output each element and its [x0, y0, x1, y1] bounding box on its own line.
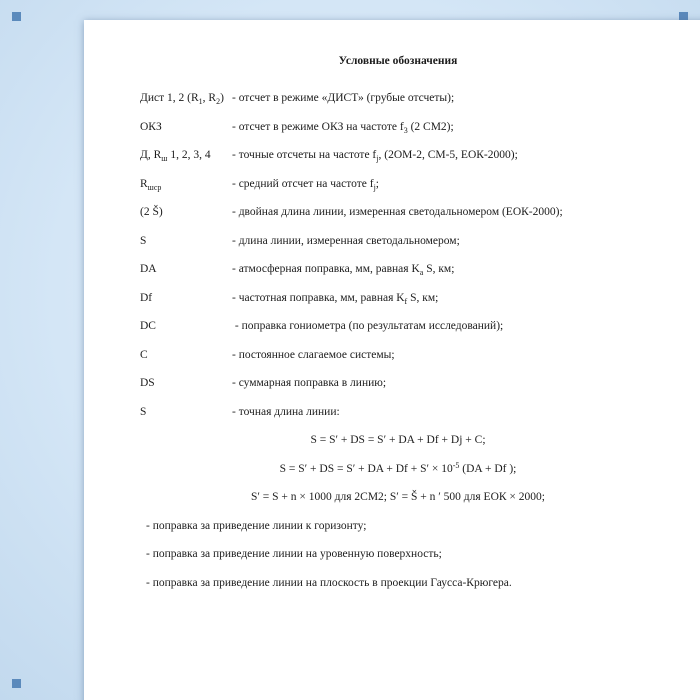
definition-description: - точная длина линии: — [232, 405, 340, 418]
definition-term: DC — [140, 320, 156, 332]
definition-row — [140, 292, 672, 321]
definition-description: - средний отсчет на частоте $f_j$; — [232, 177, 379, 192]
equation-line: S = S′ + DS = S′ + DA + Df + Dj + C; — [310, 434, 486, 446]
equation-line: S′ = S + n × 1000 для 2СМ2; S′ = Š + n ′ 500 для ЕОК × 2000; — [251, 491, 545, 503]
definition-row — [140, 121, 672, 150]
definition-row — [140, 406, 672, 435]
definition-term: Df — [140, 291, 153, 304]
definition-description: - отсчет в режиме ОКЗ на частоте $f_3$ (2 СМ2); — [232, 120, 454, 135]
corner-marker-top-left — [12, 12, 21, 21]
note-line: - поправка за приведение линии на уровенную поверхность; — [146, 548, 442, 560]
definition-description: - постоянное слагаемое системы; — [232, 348, 395, 361]
definition-row — [140, 263, 672, 292]
definition-description: - двойная длина линии, измеренная светодальномером (ЕОК-2000); — [232, 206, 563, 218]
corner-marker-bottom-left — [12, 679, 21, 688]
definition-row — [140, 235, 672, 264]
definition-description: - поправка гониометра (по результатам исследований); — [232, 320, 504, 332]
definition-description: - отсчет в режиме «ДИСТ» (грубые отсчеты); — [232, 92, 455, 104]
definition-term: DS — [140, 377, 155, 389]
definition-term: $R_{шср}$ — [140, 177, 162, 192]
definition-row — [140, 178, 672, 207]
note-line: - поправка за приведение линии на плоскость в проекции Гаусса-Крюгера. — [146, 576, 512, 589]
definition-term: Д, $R_ш$ 1, 2, 3, 4 — [140, 149, 211, 163]
definition-row — [140, 206, 672, 235]
definition-term: DA — [140, 263, 157, 275]
definition-description: - атмосферная поправка, мм, равная $K_а$ S, км; — [232, 263, 455, 277]
document-page — [84, 20, 700, 700]
definition-description: - длина линии, измеренная светодальномером; — [232, 234, 460, 247]
page-title: Условные обозначения — [338, 55, 458, 67]
definition-term: Дист 1, 2 ($R_1$, $R_2$) — [140, 92, 224, 106]
definition-row — [140, 92, 672, 121]
notes-list — [146, 520, 672, 606]
definition-row — [140, 149, 672, 178]
definition-description: - частотная поправка, мм, равная $K_f$ S, км; — [232, 291, 439, 306]
equations-block — [124, 434, 672, 520]
definition-term: ОКЗ — [140, 120, 162, 133]
definition-term: (2 Š) — [140, 206, 163, 218]
definition-description: - суммарная поправка в линию; — [232, 377, 387, 389]
definitions-list — [140, 92, 672, 434]
definition-term: S — [140, 405, 147, 418]
equation-line: S = S′ + DS = S′ + DA + $Df + S' \times 10^{-5}$ (DA + Df ); — [279, 460, 517, 475]
definition-term: C — [140, 348, 148, 361]
note-line: - поправка за приведение линии к горизонту; — [146, 519, 367, 532]
definition-row — [140, 377, 672, 406]
definition-term: S — [140, 234, 147, 247]
definition-description: - точные отсчеты на частоте $f_j$, (2ОМ-2, СМ-5, ЕОК-2000); — [232, 149, 518, 163]
definition-row — [140, 320, 672, 349]
definition-row — [140, 349, 672, 378]
